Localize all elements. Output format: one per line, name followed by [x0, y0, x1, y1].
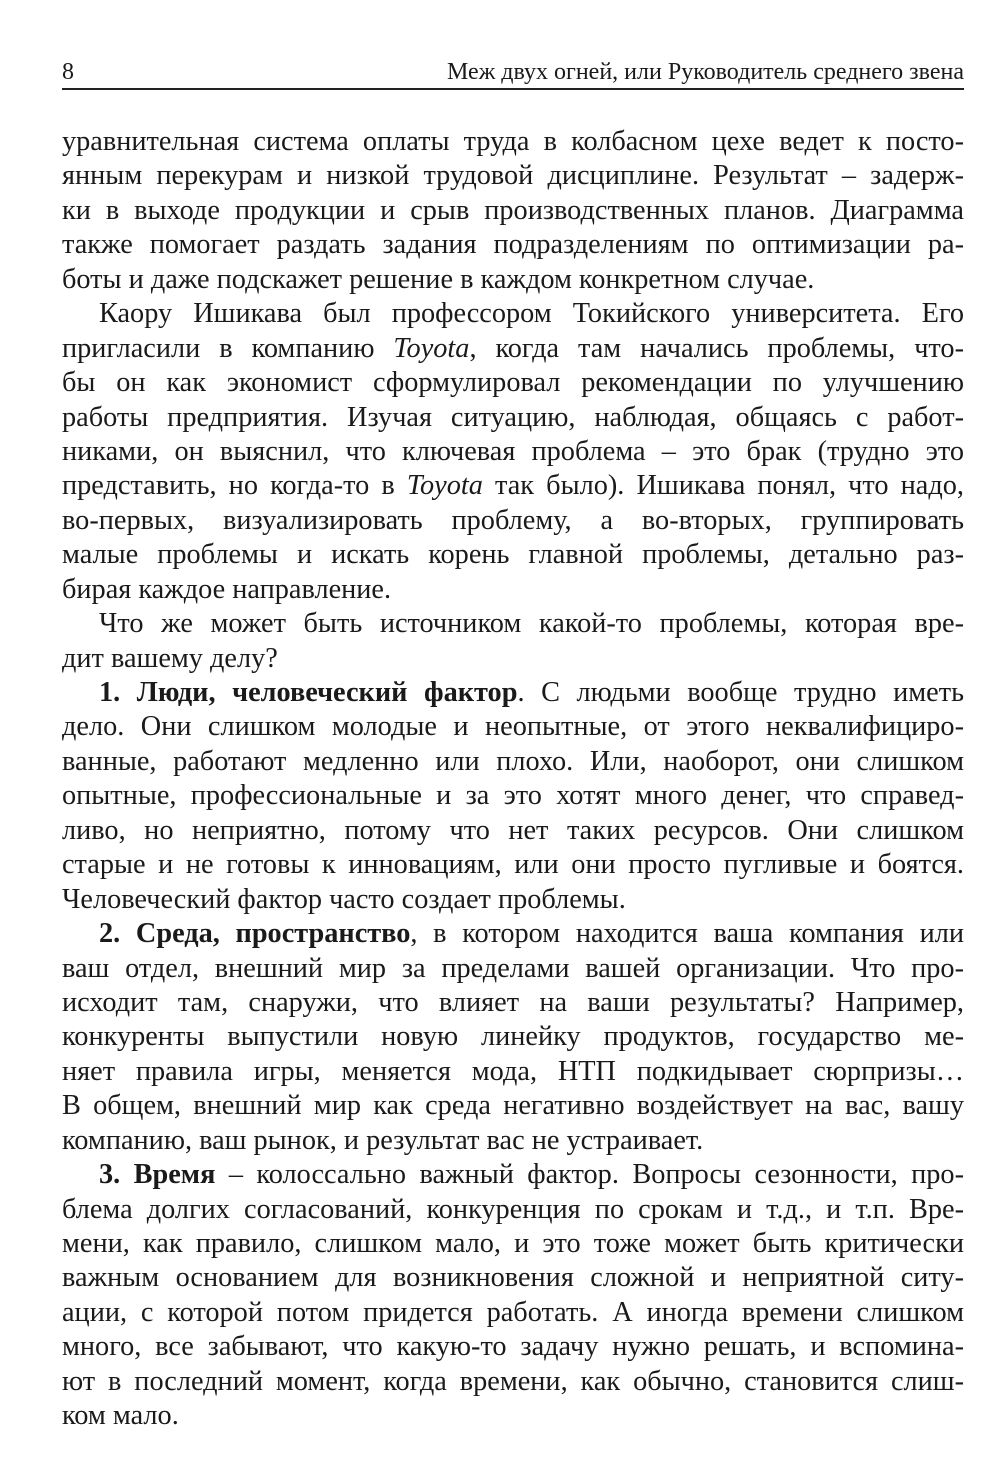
text-fragment: , в котором находится ваша компания или: [410, 918, 964, 950]
paragraph-2: [62, 297, 964, 607]
text-fragment: – колоссально важный фактор. Вопросы сезонности, про-: [215, 1159, 965, 1191]
text-fragment: . С людьми вообще трудно иметь: [517, 677, 964, 708]
text-line: ком мало.: [62, 1400, 179, 1432]
page-number: 8: [62, 59, 74, 85]
text-line: дит вашему делу?: [62, 642, 278, 674]
text-line: малые проблемы и искать корень главной проблемы, детально раз-: [62, 539, 964, 571]
text-line: [62, 1158, 964, 1192]
text-line: няет правила игры, меняется мода, НТП подкидывает сюрпризы…: [62, 1055, 964, 1087]
paragraph-environment: [62, 917, 964, 1158]
paragraph-3: [62, 607, 964, 676]
book-page: [62, 0, 964, 1478]
text-line: дело. Они слишком молодые и неопытные, от этого неквалифициро-: [62, 711, 964, 743]
text-line: [62, 469, 964, 503]
text-line: компанию, ваш рынок, и результат вас не устраивает.: [62, 1124, 704, 1156]
text-line: работы предприятия. Изучая ситуацию, наблюдая, общаясь с работ-: [62, 401, 964, 433]
text-line: [62, 676, 964, 710]
paragraph-people-factor: [62, 676, 964, 917]
text-line: ваш отдел, внешний мир за пределами вашей организации. Что про-: [62, 952, 964, 984]
text-line: ации, с которой потом придется работать. А иногда времени слишком: [62, 1296, 964, 1328]
paragraph-time: [62, 1158, 964, 1434]
text-line: также помогает раздать задания подразделениям по оптимизации ра-: [62, 229, 964, 261]
text-line: мени, как правило, слишком мало, и это тоже может быть критически: [62, 1228, 964, 1259]
page-header: [62, 52, 964, 90]
text-line: боты и даже подскажет решение в каждом конкретном случае.: [62, 263, 815, 295]
text-fragment: , когда там начались проблемы, что-: [469, 332, 964, 364]
text-line: бы он как экономист сформулировал рекомендации по улучшению: [62, 367, 964, 399]
text-line: ливо, но неприятно, потому что нет таких ресурсов. Они слишком: [62, 814, 964, 846]
section-lead: 3. Время: [99, 1159, 216, 1191]
text-line: конкуренты выпустили новую линейку продуктов, государство ме-: [62, 1021, 964, 1053]
text-line: опытные, профессиональные и за это хотят много денег, что справед-: [62, 780, 964, 812]
text-fragment: представить, но когда-то в: [62, 470, 407, 502]
section-lead: 2. Среда, пространство: [99, 918, 411, 950]
text-line: уравнительная система оплаты труда в колбасном цехе ведет к посто-: [62, 126, 964, 157]
running-title: Меж двух огней, или Руководитель среднего звена: [447, 59, 964, 85]
paragraph-1: [62, 125, 964, 297]
text-line: ют в последний момент, когда времени, как обычно, становится слиш-: [62, 1365, 964, 1397]
text-fragment: так было). Ишикава понял, что надо,: [482, 470, 964, 502]
text-line: Что же может быть источником какой-то проблемы, которая вре-: [99, 608, 964, 640]
text-line: Каору Ишикава был профессором Токийского университета. Его: [99, 298, 964, 330]
text-line: старые и не готовы к инновациям, или они просто пугливые и боятся.: [62, 849, 964, 881]
text-fragment: пригласили в компанию: [62, 332, 394, 364]
text-line: блема долгих согласований, конкуренция по срокам и т.д., и т.п. Вре-: [62, 1193, 964, 1225]
text-line: никами, он выяснил, что ключевая проблема – это брак (трудно это: [62, 435, 964, 467]
text-line: важным основанием для возникновения сложной и неприятной ситу-: [62, 1262, 964, 1294]
text-line: исходит там, снаружи, что влияет на ваши результаты? Например,: [62, 986, 964, 1018]
company-name: Toyota: [393, 332, 470, 364]
page-body: [62, 125, 964, 1434]
text-line: бирая каждое направление.: [62, 573, 392, 605]
text-line: ванные, работают медленно или плохо. Или, наоборот, они слишком: [62, 745, 964, 777]
text-line: янным перекурам и низкой трудовой дисциплине. Результат – задерж-: [62, 160, 964, 192]
text-line: [62, 917, 964, 951]
text-line: во-первых, визуализировать проблему, а во-вторых, группировать: [62, 504, 964, 536]
text-line: [62, 332, 964, 366]
section-lead: 1. Люди, человеческий фактор: [99, 677, 518, 708]
company-name: Toyota: [406, 470, 483, 502]
text-line: Человеческий фактор часто создает проблемы.: [62, 883, 626, 915]
text-line: В общем, внешний мир как среда негативно воздействует на вас, вашу: [62, 1090, 964, 1122]
text-line: много, все забывают, что какую-то задачу нужно решать, и вспомина-: [62, 1331, 964, 1363]
text-line: ки в выходе продукции и срыв производственных планов. Диаграмма: [62, 194, 964, 226]
